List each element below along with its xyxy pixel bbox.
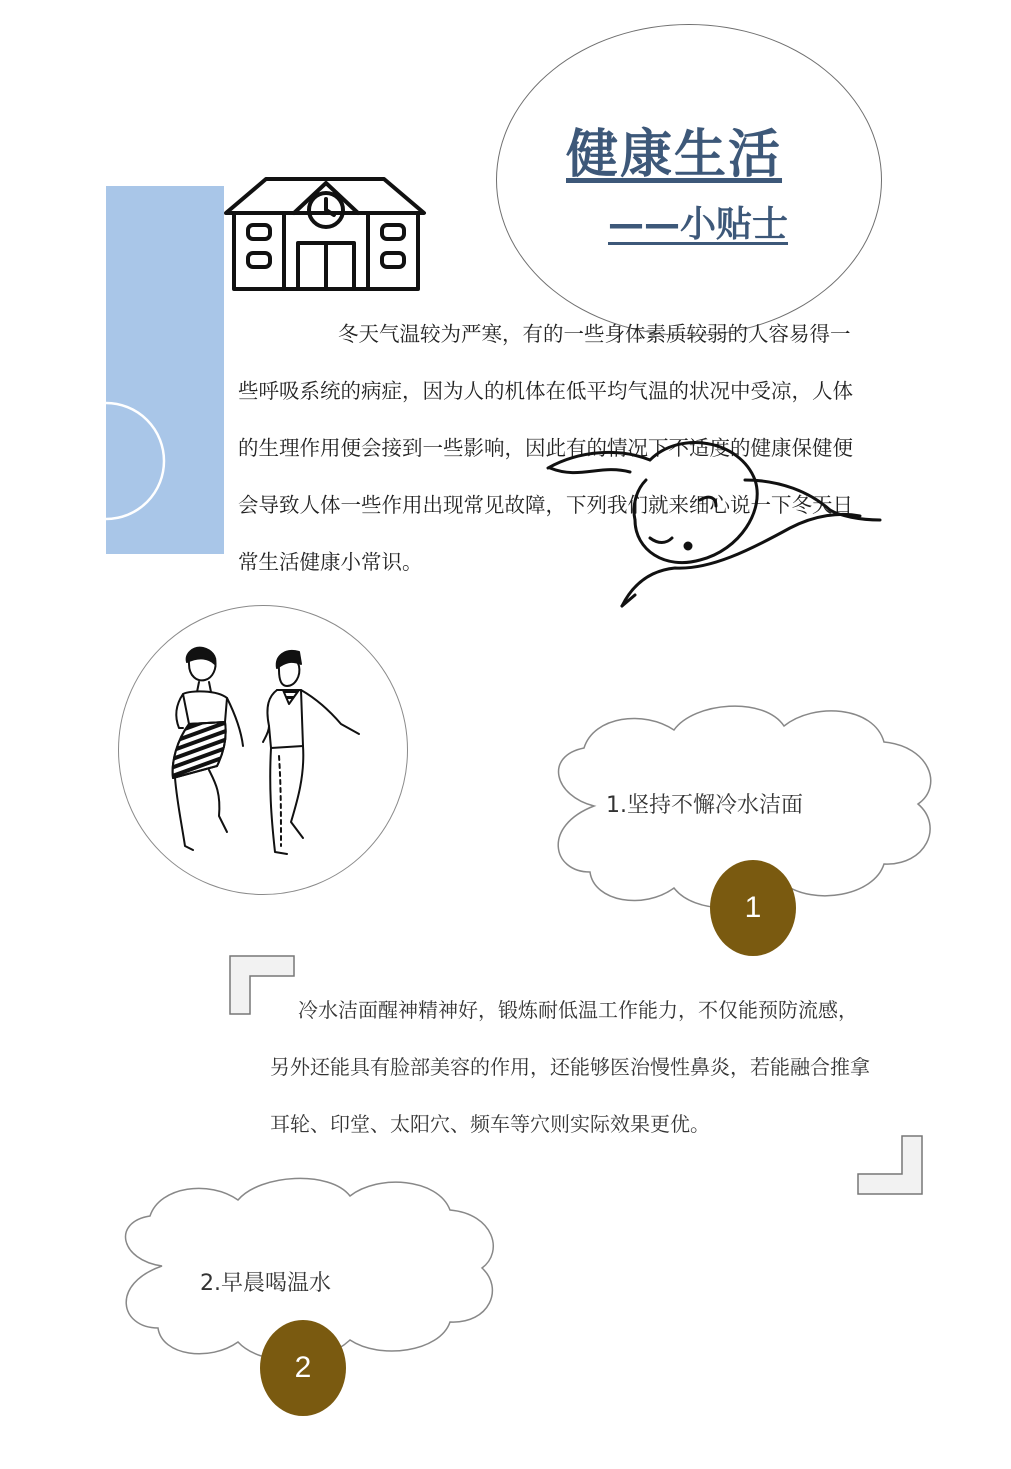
- tip1-number-badge: 1: [710, 860, 796, 956]
- sleeping-child-icon: [540, 420, 890, 620]
- intro-paragraph: 冬天气温较为严寒，有的一些身体素质较弱的人容易得一些呼吸系统的病症，因为人的机体在低平均气温的状况中受凉，人体的生理作用便会接到一些影响，因此有的情况下不适度的健康保健便会导致人体一些作用出现常见故障，下列我们就来细心说一下冬天日常生活健康小常识。: [238, 322, 853, 574]
- school-building-icon: [222, 165, 428, 291]
- decorative-blue-bar: [106, 186, 224, 554]
- tip1-label: 1.坚持不懈冷水洁面: [606, 793, 803, 818]
- tip2-number-badge: 2: [260, 1320, 346, 1416]
- page-title: 健康生活: [566, 125, 783, 185]
- tip1-body-section: [270, 982, 870, 1153]
- tip2-label: 2.早晨喝温水: [200, 1271, 331, 1296]
- corner-bracket-icon: [856, 1134, 924, 1196]
- dancing-couple-icon: [118, 605, 408, 895]
- page-subtitle: ——小贴士: [608, 204, 789, 245]
- tip1-body: 冷水洁面醒神精神好，锻炼耐低温工作能力，不仅能预防流感，另外还能具有脸部美容的作用，还能够医治慢性鼻炎，若能融合推拿耳轮、印堂、太阳穴、频车等穴则实际效果更优。: [270, 998, 870, 1136]
